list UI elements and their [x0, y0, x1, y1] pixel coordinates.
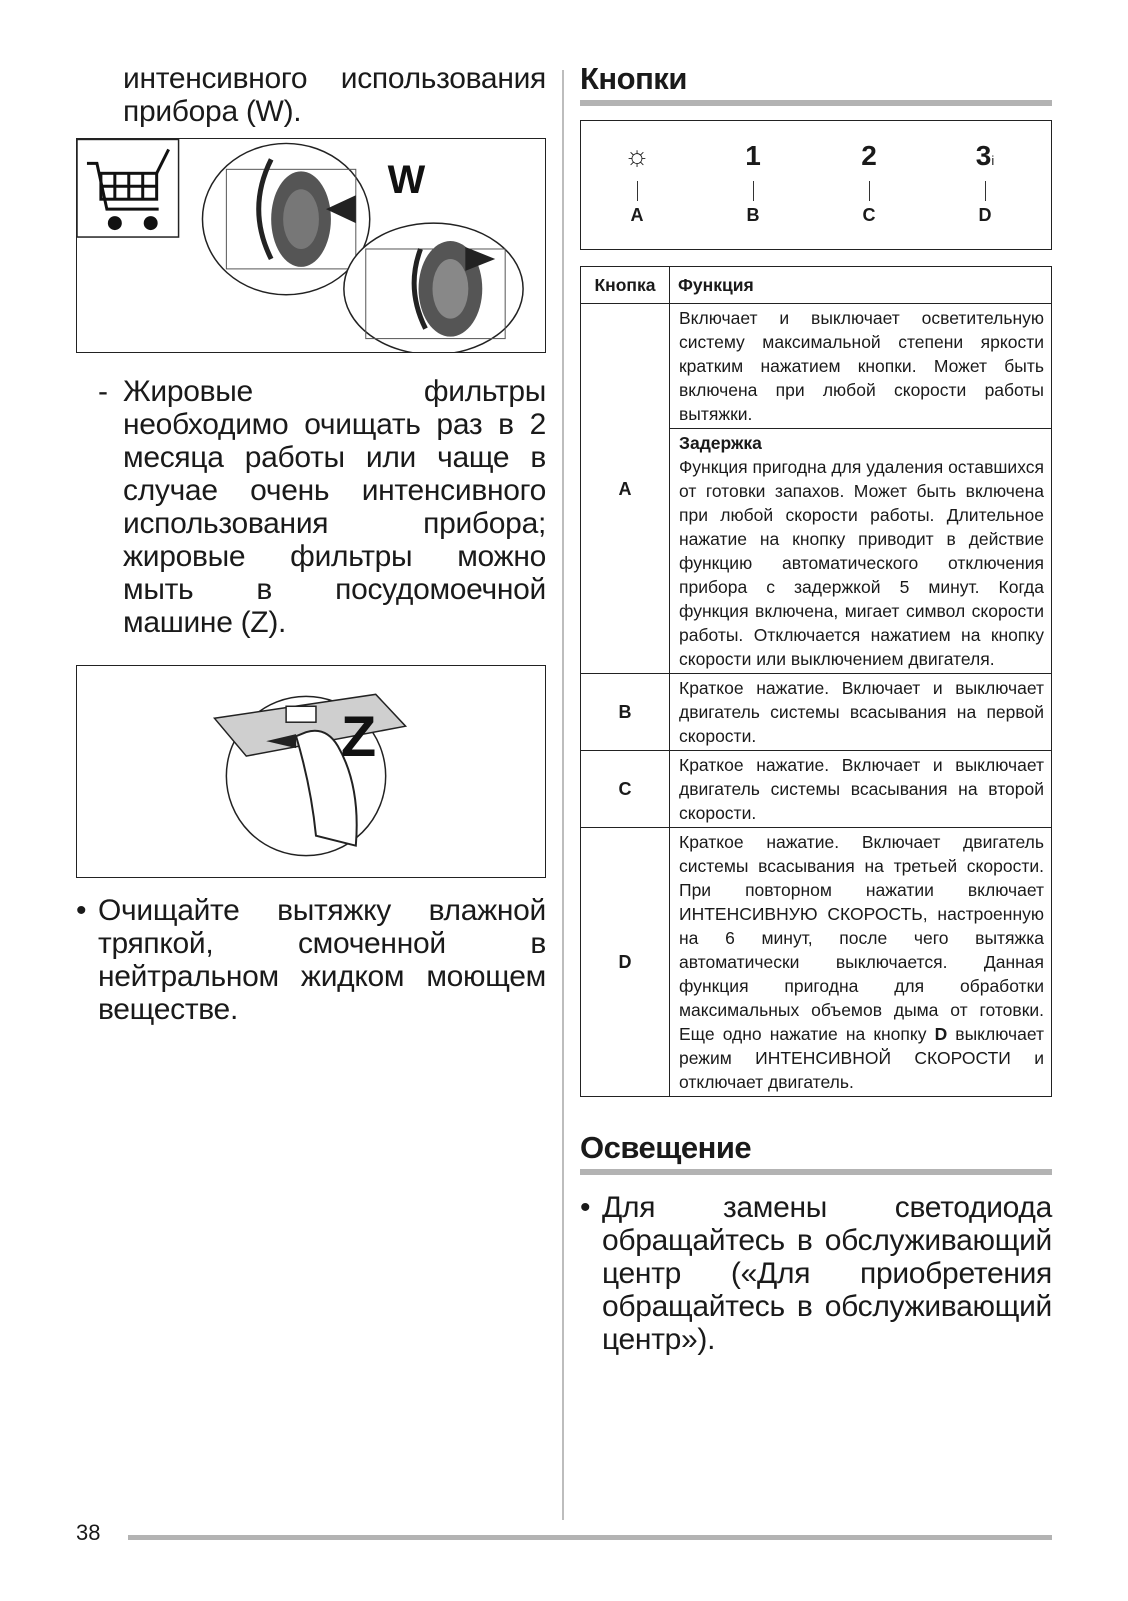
lighting-heading: Освещение: [580, 1130, 752, 1165]
table-row: [581, 674, 1052, 751]
dash-mark: -: [98, 375, 108, 408]
header-button: Кнопка: [581, 267, 670, 304]
bullet-mark: •: [580, 1191, 591, 1224]
control-panel-diagram: [580, 120, 1052, 250]
dishwasher-figure: [76, 665, 546, 878]
buttons-heading: Кнопки: [580, 61, 687, 96]
button-letter-c: C: [862, 205, 876, 225]
left-column: [76, 62, 546, 1026]
table-row: [581, 751, 1052, 828]
row-desc-d: Краткое нажатие. Включает двигатель системы всасывания на третьей скорости. При повторном нажатии включает ИНТЕНСИВНУЮ СКОРОСТЬ, настроенную на 6 минут, после чего вытяжка автоматически выключается. Данная функция пригодна для обработки максимальных объемов дыма от готовки. Еще одно нажатие на кнопку D выключает режим ИНТЕНСИВНОЙ СКОРОСТИ и отключает двигатель.: [670, 828, 1052, 1097]
grease-filter-text: Жировые фильтры необходимо очищать раз в 2 месяца работы или чаще в случае очень интенсивного использования прибора; жировые фильтры можно мыть в посудомоечной машине (Z).: [123, 375, 546, 639]
bullet-mark: •: [76, 894, 87, 927]
heading-rule: [580, 1169, 1052, 1175]
column-divider: [562, 70, 564, 1520]
lighting-section: [580, 1131, 1052, 1356]
figure-label-w: W: [387, 158, 426, 203]
speed-1-icon: 1: [745, 140, 761, 171]
cleaning-text: Очищайте вытяжку влажной тряпкой, смоченной в нейтральном жидком моющем веществе.: [98, 894, 546, 1026]
delay-subheading: Задержка: [679, 433, 762, 453]
lighting-note: [580, 1191, 1052, 1356]
row-desc-b: Краткое нажатие. Включает и выключает двигатель системы всасывания на первой скорости.: [670, 674, 1052, 751]
button-letter-b: B: [746, 205, 760, 225]
footer-rule: [128, 1535, 1052, 1540]
row-key-a: A: [581, 304, 670, 674]
filter-removal-illustration: [77, 139, 545, 352]
table-header-row: [581, 267, 1052, 304]
grease-filter-note: [76, 375, 546, 639]
table-row: [581, 828, 1052, 1097]
delay-text: Функция пригодна для удаления оставшихся от готовки запахов. Может быть включена при любой скорости работы. Длительное нажатие на кнопку приводит в действие функцию автоматического отключения прибора с задержкой 5 минут. Когда функция включена, мигает символ скорости работы. Отключается нажатием на кнопку скорости или выключением двигателя.: [679, 457, 1044, 669]
leader-line: [985, 181, 986, 201]
row-desc-a1: Включает и выключает осветительную систему максимальной степени яркости кратким нажатием кнопки. Может быть включена при любой скорости работы вытяжки.: [670, 304, 1052, 429]
leader-line: [637, 181, 638, 201]
lighting-text: Для замены светодиода обращайтесь в обслуживающий центр («Для приобретения обращайтесь в обслуживающий центр»).: [602, 1191, 1052, 1356]
row-key-c: C: [581, 751, 670, 828]
cleaning-note: [76, 894, 546, 1026]
right-column: [580, 62, 1052, 1356]
row-key-d: D: [581, 828, 670, 1097]
light-icon: ☼: [624, 140, 650, 171]
header-function: Функция: [670, 267, 1052, 304]
leader-line: [869, 181, 870, 201]
leader-line: [753, 181, 754, 201]
heading-rule: [580, 100, 1052, 106]
page-number: 38: [76, 1520, 101, 1545]
figure-label-z: Z: [340, 705, 377, 770]
button-letter-a: A: [630, 205, 644, 225]
filter-release-illustration: [77, 666, 545, 877]
table-row: [581, 304, 1052, 429]
shopping-cart-icon: [87, 149, 169, 209]
row-desc-a2: [670, 429, 1052, 674]
speed-3-icon: 3i: [975, 140, 995, 171]
button-function-table: [580, 266, 1052, 1097]
intro-continuation: интенсивного использования прибора (W).: [123, 62, 546, 128]
button-letter-d: D: [978, 205, 992, 225]
filter-removal-figure: [76, 138, 546, 353]
row-key-b: B: [581, 674, 670, 751]
row-desc-c: Краткое нажатие. Включает и выключает двигатель системы всасывания на второй скорости.: [670, 751, 1052, 828]
speed-2-icon: 2: [861, 140, 877, 171]
